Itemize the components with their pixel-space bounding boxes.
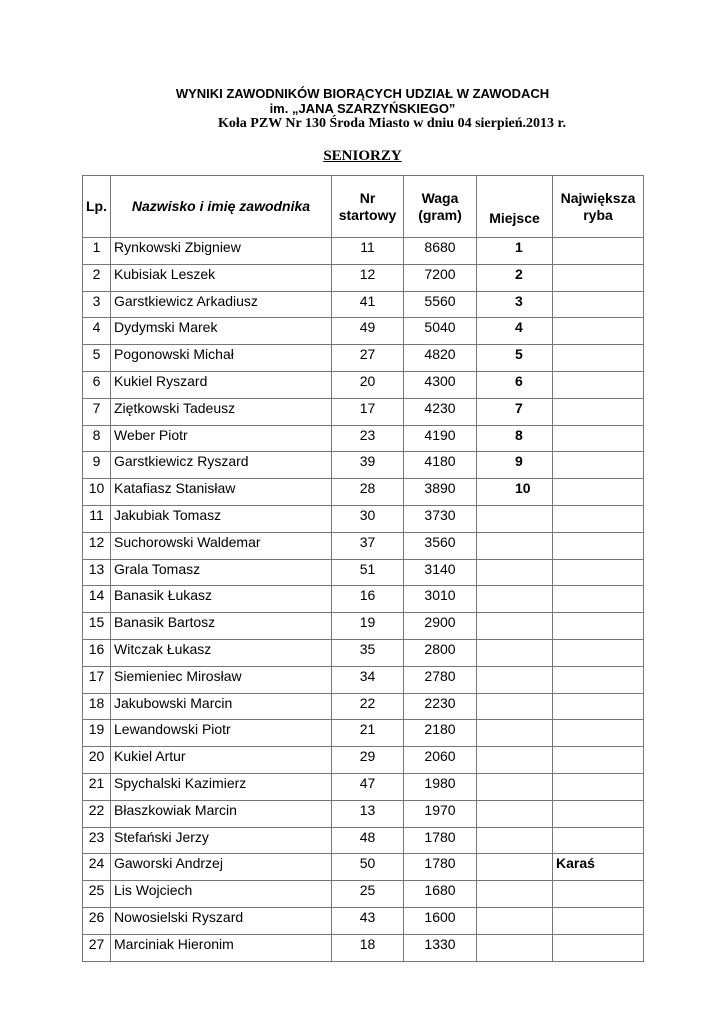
cell-start-number: 51 bbox=[332, 559, 404, 586]
cell-weight: 2180 bbox=[404, 720, 477, 747]
cell-biggest-fish bbox=[553, 827, 644, 854]
cell-biggest-fish bbox=[553, 666, 644, 693]
cell-weight: 2900 bbox=[404, 613, 477, 640]
cell-weight: 4820 bbox=[404, 345, 477, 372]
cell-lp: 8 bbox=[83, 425, 111, 452]
cell-name: Pogonowski Michał bbox=[111, 345, 332, 372]
results-table bbox=[82, 175, 644, 962]
cell-start-number: 34 bbox=[332, 666, 404, 693]
cell-name: Weber Piotr bbox=[111, 425, 332, 452]
cell-biggest-fish bbox=[553, 800, 644, 827]
cell-lp: 27 bbox=[83, 934, 111, 961]
cell-biggest-fish bbox=[553, 371, 644, 398]
table-row bbox=[83, 264, 644, 291]
cell-weight: 4230 bbox=[404, 398, 477, 425]
cell-start-number: 35 bbox=[332, 639, 404, 666]
cell-lp: 1 bbox=[83, 238, 111, 265]
cell-biggest-fish bbox=[553, 264, 644, 291]
cell-name: Siemieniec Mirosław bbox=[111, 666, 332, 693]
cell-start-number: 22 bbox=[332, 693, 404, 720]
cell-name: Jakubiak Tomasz bbox=[111, 505, 332, 532]
cell-start-number: 13 bbox=[332, 800, 404, 827]
cell-place bbox=[477, 747, 553, 774]
table-row bbox=[83, 827, 644, 854]
cell-place: 10 bbox=[477, 479, 553, 506]
cell-lp: 7 bbox=[83, 398, 111, 425]
cell-start-number: 28 bbox=[332, 479, 404, 506]
cell-weight: 3560 bbox=[404, 532, 477, 559]
cell-name: Banasik Bartosz bbox=[111, 613, 332, 640]
cell-weight: 3010 bbox=[404, 586, 477, 613]
cell-start-number: 16 bbox=[332, 586, 404, 613]
cell-start-number: 29 bbox=[332, 747, 404, 774]
cell-start-number: 43 bbox=[332, 907, 404, 934]
table-row bbox=[83, 586, 644, 613]
cell-biggest-fish bbox=[553, 586, 644, 613]
cell-biggest-fish bbox=[553, 425, 644, 452]
cell-place bbox=[477, 854, 553, 881]
cell-weight: 3890 bbox=[404, 479, 477, 506]
cell-weight: 1330 bbox=[404, 934, 477, 961]
cell-start-number: 21 bbox=[332, 720, 404, 747]
table-row bbox=[83, 747, 644, 774]
cell-lp: 10 bbox=[83, 479, 111, 506]
cell-name: Stefański Jerzy bbox=[111, 827, 332, 854]
cell-biggest-fish bbox=[553, 505, 644, 532]
cell-weight: 1970 bbox=[404, 800, 477, 827]
table-row bbox=[83, 693, 644, 720]
cell-lp: 18 bbox=[83, 693, 111, 720]
table-row bbox=[83, 559, 644, 586]
cell-lp: 14 bbox=[83, 586, 111, 613]
cell-place: 3 bbox=[477, 291, 553, 318]
cell-biggest-fish bbox=[553, 452, 644, 479]
cell-place bbox=[477, 613, 553, 640]
cell-place bbox=[477, 934, 553, 961]
table-row bbox=[83, 452, 644, 479]
table-row bbox=[83, 854, 644, 881]
cell-start-number: 47 bbox=[332, 773, 404, 800]
cell-lp: 11 bbox=[83, 505, 111, 532]
cell-place bbox=[477, 505, 553, 532]
table-row bbox=[83, 532, 644, 559]
cell-lp: 26 bbox=[83, 907, 111, 934]
cell-biggest-fish bbox=[553, 773, 644, 800]
cell-name: Rynkowski Zbigniew bbox=[111, 238, 332, 265]
cell-name: Marciniak Hieronim bbox=[111, 934, 332, 961]
cell-lp: 9 bbox=[83, 452, 111, 479]
table-row bbox=[83, 934, 644, 961]
cell-weight: 1600 bbox=[404, 907, 477, 934]
cell-place: 1 bbox=[477, 238, 553, 265]
cell-start-number: 17 bbox=[332, 398, 404, 425]
cell-lp: 3 bbox=[83, 291, 111, 318]
cell-place bbox=[477, 827, 553, 854]
cell-place bbox=[477, 693, 553, 720]
title-line-3: Koła PZW Nr 130 Środa Miasto w dniu 04 sierpień.2013 r. bbox=[218, 116, 566, 131]
table-row bbox=[83, 720, 644, 747]
cell-biggest-fish bbox=[553, 934, 644, 961]
cell-lp: 24 bbox=[83, 854, 111, 881]
cell-lp: 6 bbox=[83, 371, 111, 398]
cell-name: Spychalski Kazimierz bbox=[111, 773, 332, 800]
cell-start-number: 11 bbox=[332, 238, 404, 265]
table-header-row bbox=[83, 176, 644, 238]
cell-biggest-fish bbox=[553, 479, 644, 506]
cell-weight: 4190 bbox=[404, 425, 477, 452]
cell-biggest-fish bbox=[553, 559, 644, 586]
section-heading: SENIORZY bbox=[323, 148, 402, 164]
cell-start-number: 12 bbox=[332, 264, 404, 291]
cell-name: Jakubowski Marcin bbox=[111, 693, 332, 720]
cell-name: Lis Wojciech bbox=[111, 881, 332, 908]
cell-biggest-fish bbox=[553, 639, 644, 666]
table-row bbox=[83, 479, 644, 506]
cell-place bbox=[477, 586, 553, 613]
table-row bbox=[83, 666, 644, 693]
table-row bbox=[83, 881, 644, 908]
cell-weight: 5560 bbox=[404, 291, 477, 318]
cell-name: Ziętkowski Tadeusz bbox=[111, 398, 332, 425]
cell-weight: 2060 bbox=[404, 747, 477, 774]
cell-start-number: 19 bbox=[332, 613, 404, 640]
cell-lp: 25 bbox=[83, 881, 111, 908]
cell-start-number: 49 bbox=[332, 318, 404, 345]
table-row bbox=[83, 505, 644, 532]
cell-place bbox=[477, 881, 553, 908]
table-row bbox=[83, 800, 644, 827]
header-place: Miejsce bbox=[477, 176, 553, 238]
cell-weight: 1780 bbox=[404, 854, 477, 881]
cell-weight: 1780 bbox=[404, 827, 477, 854]
cell-name: Kukiel Artur bbox=[111, 747, 332, 774]
cell-biggest-fish bbox=[553, 613, 644, 640]
cell-biggest-fish bbox=[553, 318, 644, 345]
cell-place bbox=[477, 666, 553, 693]
header-lp: Lp. bbox=[83, 176, 111, 238]
cell-start-number: 20 bbox=[332, 371, 404, 398]
cell-place: 7 bbox=[477, 398, 553, 425]
cell-place: 2 bbox=[477, 264, 553, 291]
cell-place bbox=[477, 559, 553, 586]
cell-lp: 12 bbox=[83, 532, 111, 559]
cell-name: Kukiel Ryszard bbox=[111, 371, 332, 398]
cell-start-number: 23 bbox=[332, 425, 404, 452]
cell-weight: 1680 bbox=[404, 881, 477, 908]
header-name: Nazwisko i imię zawodnika bbox=[111, 176, 332, 238]
table-row bbox=[83, 238, 644, 265]
cell-weight: 2800 bbox=[404, 639, 477, 666]
table-row bbox=[83, 613, 644, 640]
cell-name: Lewandowski Piotr bbox=[111, 720, 332, 747]
cell-name: Witczak Łukasz bbox=[111, 639, 332, 666]
cell-start-number: 37 bbox=[332, 532, 404, 559]
table-row bbox=[83, 371, 644, 398]
cell-place bbox=[477, 800, 553, 827]
cell-biggest-fish bbox=[553, 881, 644, 908]
cell-name: Kubisiak Leszek bbox=[111, 264, 332, 291]
cell-name: Garstkiewicz Arkadiusz bbox=[111, 291, 332, 318]
header-start-number: Nr startowy bbox=[332, 176, 404, 238]
cell-name: Dydymski Marek bbox=[111, 318, 332, 345]
cell-name: Suchorowski Waldemar bbox=[111, 532, 332, 559]
cell-place bbox=[477, 639, 553, 666]
cell-weight: 2780 bbox=[404, 666, 477, 693]
cell-start-number: 25 bbox=[332, 881, 404, 908]
cell-weight: 1980 bbox=[404, 773, 477, 800]
cell-biggest-fish bbox=[553, 907, 644, 934]
cell-place bbox=[477, 773, 553, 800]
cell-biggest-fish bbox=[553, 720, 644, 747]
cell-lp: 16 bbox=[83, 639, 111, 666]
cell-lp: 13 bbox=[83, 559, 111, 586]
cell-place: 6 bbox=[477, 371, 553, 398]
cell-place: 9 bbox=[477, 452, 553, 479]
cell-place: 8 bbox=[477, 425, 553, 452]
cell-place: 4 bbox=[477, 318, 553, 345]
cell-weight: 7200 bbox=[404, 264, 477, 291]
cell-name: Grala Tomasz bbox=[111, 559, 332, 586]
cell-weight: 8680 bbox=[404, 238, 477, 265]
cell-name: Katafiasz Stanisław bbox=[111, 479, 332, 506]
cell-start-number: 48 bbox=[332, 827, 404, 854]
cell-start-number: 18 bbox=[332, 934, 404, 961]
table-row bbox=[83, 291, 644, 318]
cell-place: 5 bbox=[477, 345, 553, 372]
cell-lp: 20 bbox=[83, 747, 111, 774]
cell-biggest-fish bbox=[553, 693, 644, 720]
table-row bbox=[83, 318, 644, 345]
cell-lp: 5 bbox=[83, 345, 111, 372]
table-row bbox=[83, 639, 644, 666]
cell-name: Gaworski Andrzej bbox=[111, 854, 332, 881]
cell-biggest-fish bbox=[553, 345, 644, 372]
cell-name: Nowosielski Ryszard bbox=[111, 907, 332, 934]
header-biggest-fish: Największa ryba bbox=[553, 176, 644, 238]
cell-lp: 21 bbox=[83, 773, 111, 800]
cell-weight: 4180 bbox=[404, 452, 477, 479]
cell-lp: 17 bbox=[83, 666, 111, 693]
table-row bbox=[83, 425, 644, 452]
cell-weight: 3730 bbox=[404, 505, 477, 532]
cell-start-number: 41 bbox=[332, 291, 404, 318]
table-row bbox=[83, 398, 644, 425]
cell-name: Błaszkowiak Marcin bbox=[111, 800, 332, 827]
table-row bbox=[83, 907, 644, 934]
cell-biggest-fish bbox=[553, 291, 644, 318]
cell-start-number: 27 bbox=[332, 345, 404, 372]
table-row bbox=[83, 345, 644, 372]
cell-lp: 2 bbox=[83, 264, 111, 291]
cell-place bbox=[477, 720, 553, 747]
cell-lp: 15 bbox=[83, 613, 111, 640]
cell-biggest-fish: Karaś bbox=[553, 854, 644, 881]
cell-weight: 4300 bbox=[404, 371, 477, 398]
cell-lp: 4 bbox=[83, 318, 111, 345]
cell-start-number: 50 bbox=[332, 854, 404, 881]
header-weight: Waga (gram) bbox=[404, 176, 477, 238]
cell-start-number: 39 bbox=[332, 452, 404, 479]
cell-biggest-fish bbox=[553, 398, 644, 425]
cell-biggest-fish bbox=[553, 532, 644, 559]
cell-lp: 19 bbox=[83, 720, 111, 747]
cell-place bbox=[477, 907, 553, 934]
cell-biggest-fish bbox=[553, 747, 644, 774]
cell-weight: 5040 bbox=[404, 318, 477, 345]
cell-name: Banasik Łukasz bbox=[111, 586, 332, 613]
cell-biggest-fish bbox=[553, 238, 644, 265]
cell-start-number: 30 bbox=[332, 505, 404, 532]
table-row bbox=[83, 773, 644, 800]
title-line-1: WYNIKI ZAWODNIKÓW BIORĄCYCH UDZIAŁ W ZAWODACH bbox=[175, 86, 550, 101]
cell-name: Garstkiewicz Ryszard bbox=[111, 452, 332, 479]
cell-lp: 22 bbox=[83, 800, 111, 827]
cell-weight: 2230 bbox=[404, 693, 477, 720]
title-line-2: im. „JANA SZARZYŃSKIEGO” bbox=[269, 101, 456, 116]
cell-lp: 23 bbox=[83, 827, 111, 854]
cell-place bbox=[477, 532, 553, 559]
cell-weight: 3140 bbox=[404, 559, 477, 586]
